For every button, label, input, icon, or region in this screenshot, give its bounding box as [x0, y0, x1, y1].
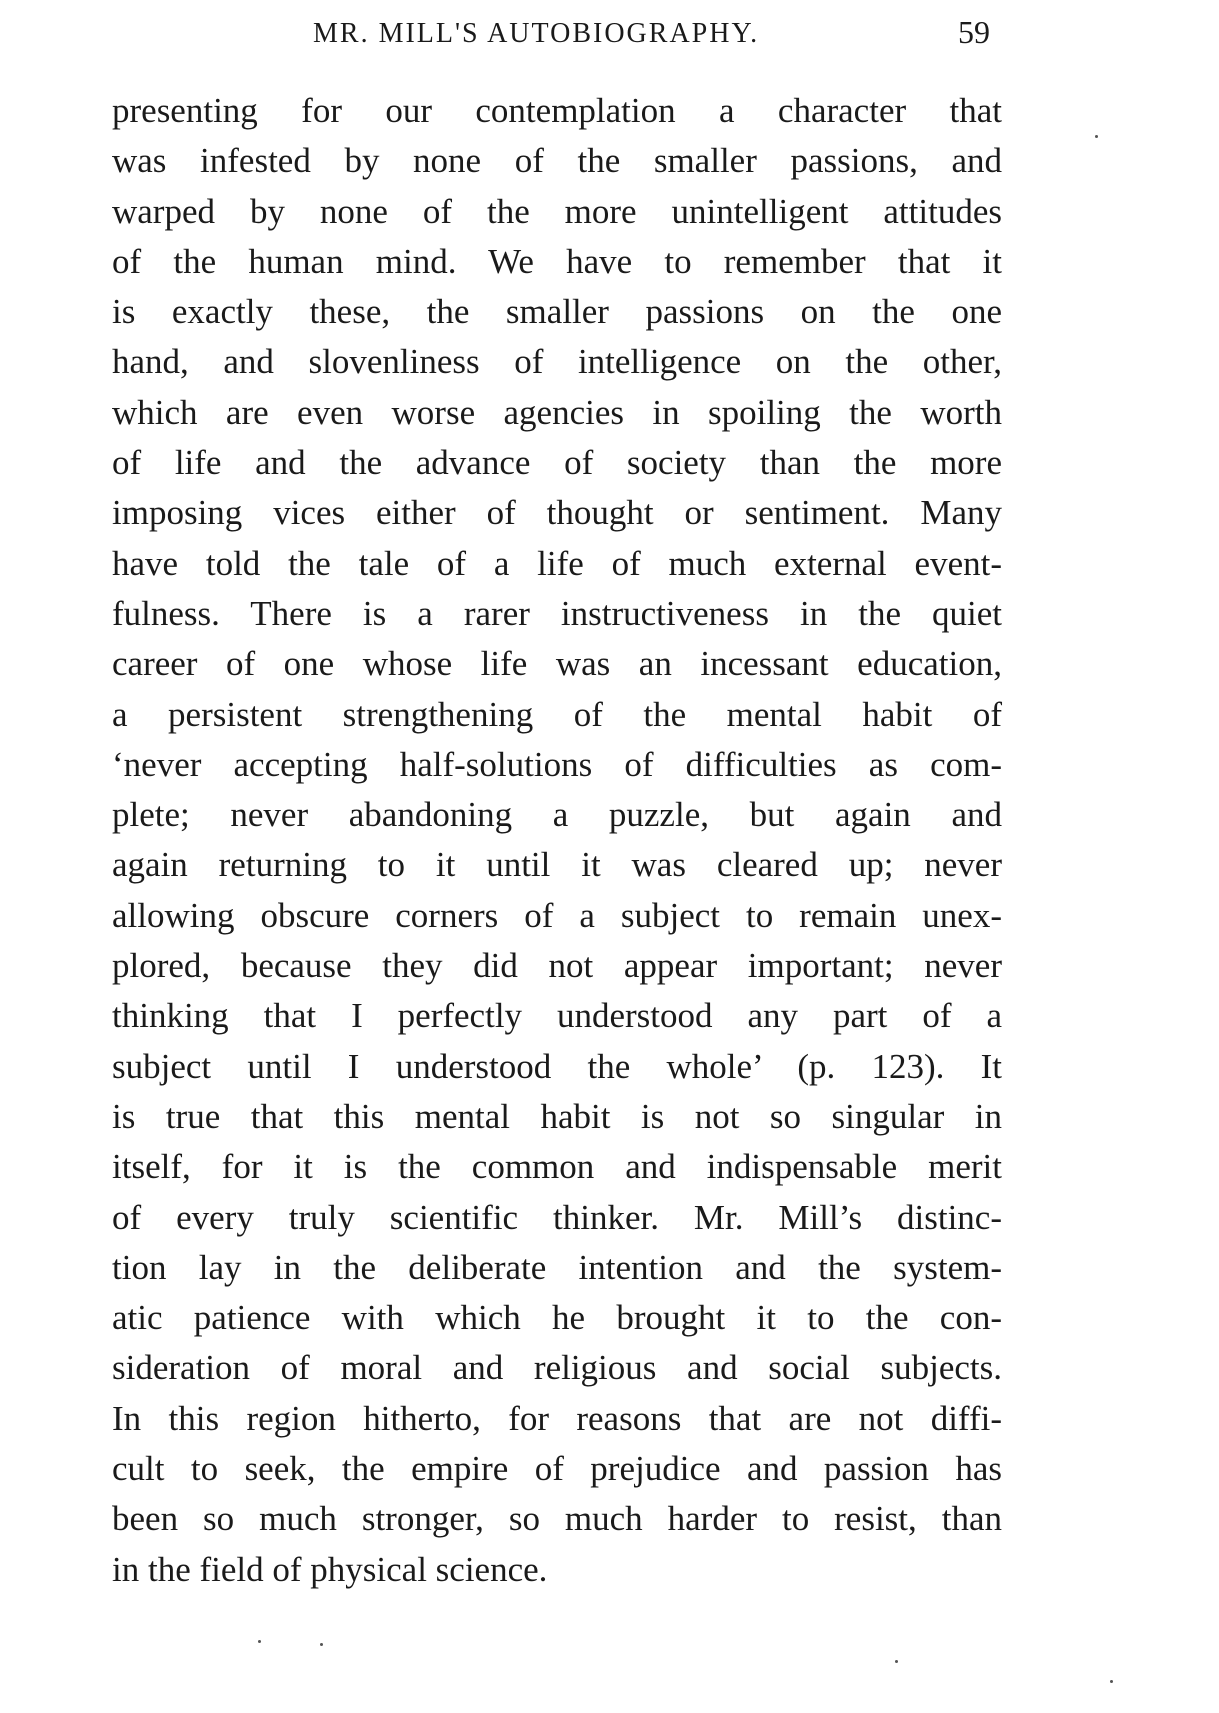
- text-line: thinking that I perfectly understood any part of a: [112, 996, 1002, 1036]
- page-number: 59: [958, 14, 990, 50]
- scan-speck: [895, 1660, 898, 1663]
- text-line: warped by none of the more unintelligent attitudes: [112, 191, 1002, 231]
- text-line: subject until I understood the whole’ (p. 123). It: [112, 1046, 1002, 1086]
- text-line: allowing obscure corners of a subject to remain unex-: [112, 895, 1002, 935]
- text-line: sideration of moral and religious and social subjects.: [112, 1348, 1002, 1388]
- text-line: is true that this mental habit is not so singular in: [112, 1096, 1002, 1136]
- text-line: tion lay in the deliberate intention and the system-: [112, 1247, 1002, 1287]
- text-line: plored, because they did not appear important; never: [112, 946, 1002, 986]
- body-text: [112, 86, 1002, 1595]
- text-line: plete; never abandoning a puzzle, but again and: [112, 795, 1002, 835]
- text-line: hand, and slovenliness of intelligence on the other,: [112, 342, 1002, 382]
- text-line: career of one whose life was an incessant education,: [112, 644, 1002, 684]
- text-line: presenting for our contemplation a character that: [112, 91, 1002, 130]
- scan-speck: [1110, 1680, 1113, 1683]
- text-line: been so much stronger, so much harder to resist, than: [112, 1499, 1002, 1539]
- running-title: MR. MILL'S AUTOBIOGRAPHY.: [313, 18, 760, 49]
- text-line: which are even worse agencies in spoiling the worth: [112, 392, 1002, 432]
- text-line: In this region hitherto, for reasons that are not diffi-: [112, 1398, 1002, 1438]
- text-line: a persistent strengthening of the mental habit of: [112, 694, 1002, 734]
- text-line: of the human mind. We have to remember that it: [112, 241, 1002, 281]
- scan-speck: [320, 1643, 323, 1646]
- text-line: cult to seek, the empire of prejudice and passion has: [112, 1449, 1002, 1489]
- text-line: is exactly these, the smaller passions on the one: [112, 292, 1002, 332]
- text-line: fulness. There is a rarer instructiveness in the quiet: [112, 593, 1002, 633]
- text-line: of every truly scientific thinker. Mr. Mill’s distinc-: [112, 1197, 1002, 1237]
- text-line: atic patience with which he brought it to the con-: [112, 1298, 1002, 1338]
- text-line: imposing vices either of thought or sentiment. Many: [112, 493, 1002, 533]
- text-line: ‘never accepting half-solutions of difficulties as com-: [112, 744, 1002, 784]
- text-line: of life and the advance of society than the more: [112, 443, 1002, 483]
- text-line: in the field of physical science.: [112, 1549, 548, 1589]
- text-line: itself, for it is the common and indispensable merit: [112, 1147, 1002, 1187]
- scan-speck: [1095, 135, 1098, 138]
- text-line: was infested by none of the smaller passions, and: [112, 141, 1002, 181]
- text-line: again returning to it until it was cleared up; never: [112, 845, 1002, 885]
- scan-speck: [258, 1640, 261, 1643]
- text-line: have told the tale of a life of much external event-: [112, 543, 1002, 583]
